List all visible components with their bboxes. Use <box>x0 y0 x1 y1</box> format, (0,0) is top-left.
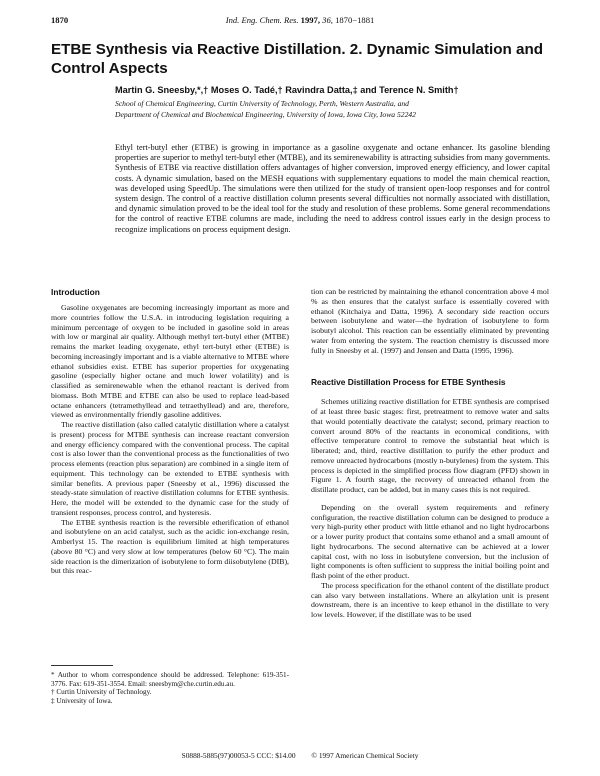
footnote-rule <box>51 665 113 666</box>
process-paragraph-2: Depending on the overall system requirements and refinery configuration, the reactive distillation column can be designed to produce a very high-purity ether product with little ethanol and no light hydrocarbons or a lower purity product that contains some ethanol and a small amount of light hydrocarbons. The second alternative can be achieved at a lower capital cost, with no loss in isobutylene conversion, but the inclusion of light components is often sufficient to suppress the initial boiling point and flash point of the ether product. <box>311 502 549 580</box>
copyright-notice: © 1997 American Chemical Society <box>311 751 419 760</box>
affiliation-iowa: Department of Chemical and Biochemical Engineering, University of Iowa, Iowa City, Iowa 52242 <box>115 109 416 119</box>
affiliation-curtin: School of Chemical Engineering, Curtin University of Technology, Perth, Western Australia, and <box>115 99 409 108</box>
running-header <box>51 14 549 26</box>
intro-paragraph-1: Gasoline oxygenates are becoming increasingly important as more and more countries follow the U.S.A. in introducing legislation requiring a minimum percentage of oxygen to be included in gasoline sold in areas with low or marginal air quality. Although methyl tert-butyl ether (MTBE) remains the market leading oxygenate, ethyl tert-butyl ether (ETBE) is becoming increasingly important and is a viable alternative to MTBE where ethanol subsidies exist. ETBE has superior properties for oxygenating gasoline (especially higher octane and much lower volatility) and is classified as semirenewable when the ethanol reactant is derived from biomass. Both MTBE and ETBE can also be used to replace lead-based octane enhancers (tetramethyllead and tetraethyllead) and are, therefore, viewed as environmentally friendly gasoline additives. <box>51 303 289 420</box>
page-footer <box>51 751 549 761</box>
footnote-iowa: ‡ University of Iowa. <box>51 696 113 705</box>
left-column <box>51 287 289 576</box>
journal-citation <box>51 14 549 26</box>
intro-continuation: tion can be restricted by maintaining the ethanol concentration above 4 mol % as then ensures that the catalyst surface is essentially covered with ethanol (Kitchaiya and Datta, 1996). A secondary side reaction occurs between isobutylene and water—the hydration of isobutylene to form isobutyl alcohol. This reaction can be essentially eliminated by preventing water from entering the system. The reaction chemistry is discussed more fully in Sneesby et al. (1997) and Jensen and Datta (1995, 1996). <box>311 287 549 355</box>
journal-volume: 36, <box>322 15 333 25</box>
intro-paragraph-2: The reactive distillation (also called catalytic distillation where a catalyst is present) process for MTBE synthesis can increase reactant conversion and energy efficiency compared with the conventional process. The capital cost is also lower than the conventional process as the functionalities of two process elements (reaction plus separation) are combined in a single item of equipment. This technology can be extended to ETBE synthesis with similar benefits. A previous paper (Sneesby et al., 1996) discussed the steady-state simulation of reactive distillation columns for ETBE synthesis. Here, the model will be extended to the dynamic case for the study of transient responses, process control, and hysteresis. <box>51 420 289 517</box>
article-title: ETBE Synthesis via Reactive Distillation. 2. Dynamic Simulation and Control Aspects <box>51 41 544 77</box>
journal-year: 1997, <box>300 15 320 25</box>
intro-paragraph-3: The ETBE synthesis reaction is the reversible etherification of ethanol and isobutylene on an acid catalyst, such as the acidic ion-exchange resin, Amberlyst 15. The reaction is equilibrium limited at high temperatures (above 80 °C) and very slow at low temperatures (below 60 °C). The main side reaction is the dimerization of isobutylene to form diisobutylene (DIB), but this reac- <box>51 517 289 576</box>
author-list: Martin G. Sneesby,*,† Moses O. Tadé,† Ravindra Datta,‡ and Terence N. Smith† <box>115 85 459 95</box>
journal-pages: 1870−1881 <box>335 15 375 25</box>
right-column <box>311 287 549 620</box>
process-paragraph-1: Schemes utilizing reactive distillation for ETBE synthesis are comprised of at least three basic stages: first, pretreatment to remove water and salts that would potentially deactivate the catalyst; second, primary reaction to convert around 80% of the reactants in economical conditions, with effective temperature control to remove the substantial heat which is liberated; and, third, reactive distillation to purify the ether product and remove unreacted hydrocarbons (mostly n-butylenes) from the system. This process is depicted in the simplified process flow diagram (PFD) shown in Figure 1. A fourth stage, the recovery of unreacted ethanol from the distillate product, can be added, but in many cases this is not required. <box>311 397 549 494</box>
publication-code: S0888-5885(97)00053-5 CCC: $14.00 <box>181 751 296 760</box>
section-heading-introduction: Introduction <box>51 287 100 297</box>
footnotes <box>51 671 289 705</box>
process-paragraph-3: The process specification for the ethanol content of the distillate product can also vary between installations. Where an alkylation unit is present downstream, there is an incentive to keep ethanol in the distillate to very low levels. However, if the distillate was to be used <box>311 580 549 619</box>
affiliations <box>115 99 555 120</box>
section-heading-reactive-distillation: Reactive Distillation Process for ETBE Synthesis <box>311 377 506 388</box>
page-number: 1870 <box>51 15 69 25</box>
footnote-curtin: † Curtin University of Technology. <box>51 688 152 697</box>
journal-name: Ind. Eng. Chem. Res. <box>225 15 299 25</box>
footnote-correspondence: * Author to whom correspondence should be addressed. Telephone: 619-351-3776. Fax: 619-351-3554. Email: sneesbym@che.curtin.edu.au. <box>51 671 289 688</box>
abstract: Ethyl tert-butyl ether (ETBE) is growing in importance as a gasoline oxygenate and octane enhancer. Its gasoline blending properties are superior to methyl tert-butyl ether (MTBE), and its semirenewability is attracting subsidies from many governments. Synthesis of ETBE via reactive distillation offers advantages of higher conversion, improved energy efficiency, and lower capital costs. A dynamic simulation, based on the MESH equations with supplementary equations to model the main chemical reaction, was developed using SpeedUp. The simulations were then utilized for the study of transient open-loop responses and for control system design. The control of a reactive distillation column presents several difficulties not normally associated with distillation, and dynamic simulation proved to be the ideal tool for the study and resolution of these problems. Some general recommendations for the control of reactive ETBE columns are made, including the need to address control issues early in the design process to recognize implications on process equipment design. <box>115 143 551 234</box>
